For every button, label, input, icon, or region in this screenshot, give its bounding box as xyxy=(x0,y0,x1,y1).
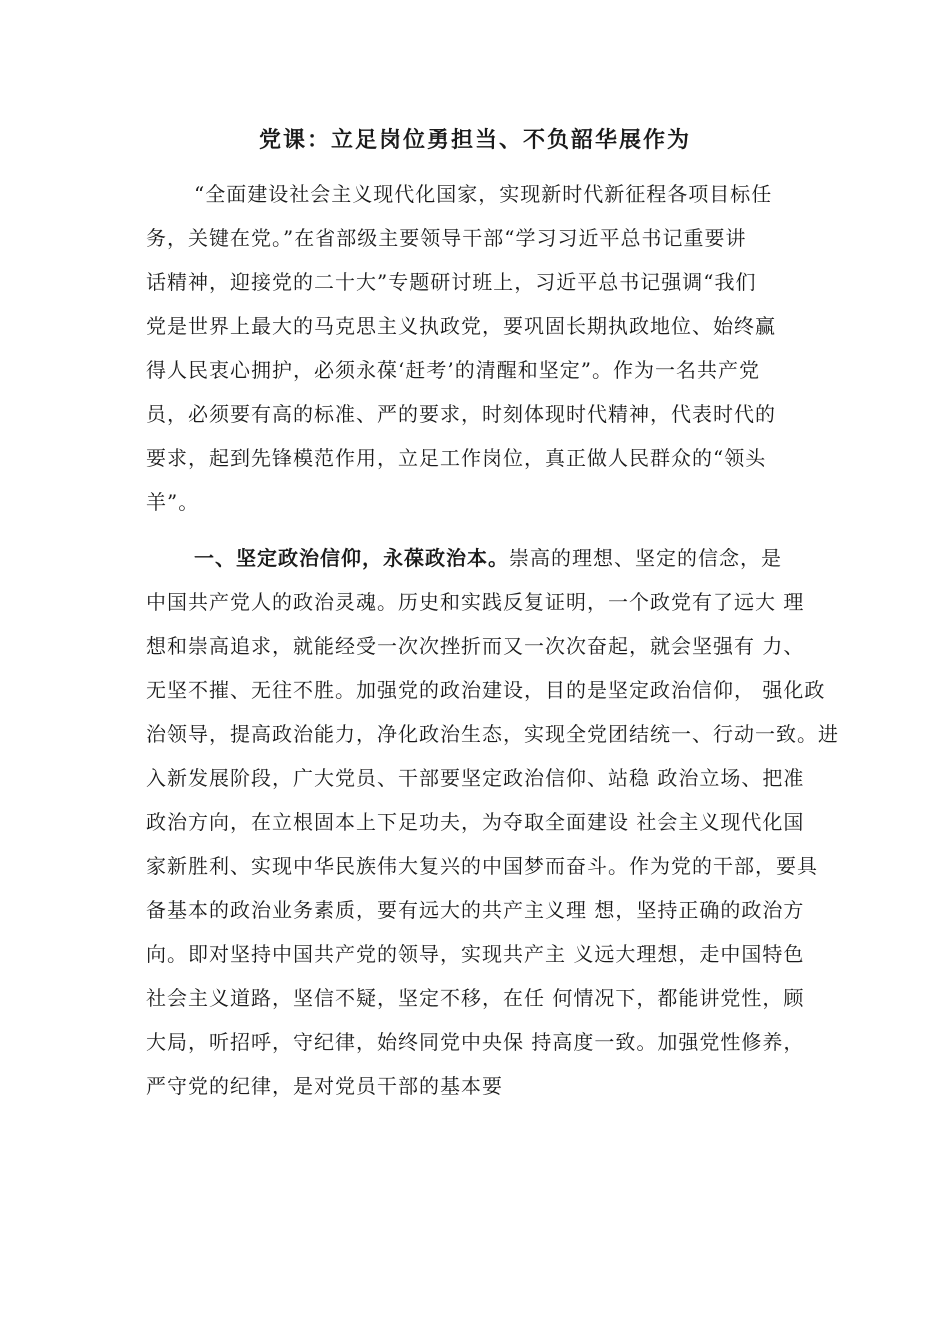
section-heading: 一、坚定政治信仰，永葆政治本。 xyxy=(194,546,509,570)
section-one-paragraph xyxy=(146,536,839,1108)
paragraph-line: 务，关键在党。”在省部级主要领导干部“学习习近平总书记重要讲 xyxy=(146,226,747,250)
intro-paragraph xyxy=(146,172,836,524)
paragraph-line: 政治方向，在立根固本上下足功夫，为夺取全面建设 社会主义现代化国 xyxy=(146,810,805,834)
paragraph-line: 无坚不摧、无往不胜。加强党的政治建设，目的是坚定政治信仰， 强化政 xyxy=(146,678,826,702)
paragraph-line: 话精神，迎接党的二十大”专题研讨班上，习近平总书记强调“我们 xyxy=(146,270,757,294)
paragraph-line: 羊”。 xyxy=(146,490,200,514)
paragraph-line xyxy=(146,536,836,580)
paragraph-line: 中国共产党人的政治灵魂。历史和实践反复证明，一个政党有了远大 理 xyxy=(146,590,805,614)
section-first-line-text: 崇高的理想、坚定的信念，是 xyxy=(509,546,782,570)
document-title: 党课：立足岗位勇担当、不负韶华展作为 xyxy=(258,127,691,153)
paragraph-line: 大局，听招呼，守纪律，始终同党中央保 持高度一致。加强党性修养， xyxy=(146,1030,805,1054)
paragraph-line: 治领导，提高政治能力，净化政治生态，实现全党团结统一、行动一致。进 xyxy=(146,722,839,746)
paragraph-line: 社会主义道路，坚信不疑，坚定不移，在任 何情况下，都能讲党性，顾 xyxy=(146,986,805,1010)
paragraph-line: 想和崇高追求，就能经受一次次挫折而又一次次奋起，就会坚强有 力、 xyxy=(146,634,805,658)
paragraph-line: 严守党的纪律，是对党员干部的基本要 xyxy=(146,1074,503,1098)
paragraph-line: 入新发展阶段，广大党员、干部要坚定政治信仰、站稳 政治立场、把准 xyxy=(146,766,805,790)
paragraph-line: 家新胜利、实现中华民族伟大复兴的中国梦而奋斗。作为党的干部，要具 xyxy=(146,854,818,878)
paragraph-line: 备基本的政治业务素质，要有远大的共产主义理 想，坚持正确的政治方 xyxy=(146,898,805,922)
paragraph-line: 要求，起到先锋模范作用，立足工作岗位，真正做人民群众的“领头 xyxy=(146,446,767,470)
paragraph-line: 得人民衷心拥护，必须永葆‘赶考’的清醒和坚定”。作为一名共产党 xyxy=(146,358,760,382)
paragraph-line: “全面建设社会主义现代化国家，实现新时代新征程各项目标任 xyxy=(194,182,773,206)
paragraph-line: 员，必须要有高的标准、严的要求，时刻体现时代精神，代表时代的 xyxy=(146,402,776,426)
paragraph-line: 党是世界上最大的马克思主义执政党，要巩固长期执政地位、始终赢 xyxy=(146,314,776,338)
paragraph-line: 向。即对坚持中国共产党的领导，实现共产主 义远大理想，走中国特色 xyxy=(146,942,805,966)
